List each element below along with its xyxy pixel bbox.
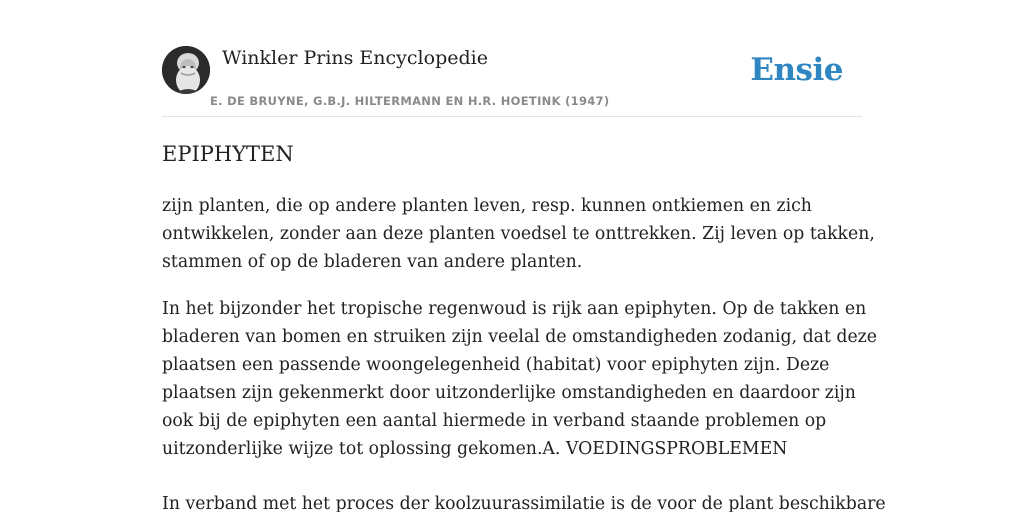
author-portrait-icon xyxy=(162,46,210,94)
paragraph-line: In verband met het proces der koolzuurassimilatie is de voor de plant beschikbare xyxy=(162,494,886,512)
paragraph-line: uitzonderlijke wijze tot oplossing gekomen.A. VOEDINGSPROBLEMEN xyxy=(162,439,788,459)
paragraph-line: stammen of op de bladeren van andere planten. xyxy=(162,252,583,272)
paragraph-line: zijn planten, die op andere planten leven, resp. kunnen ontkiemen en zich xyxy=(162,196,812,216)
header xyxy=(162,46,862,117)
paragraph-line: plaatsen zijn gekenmerkt door uitzonderlijke omstandigheden en daardoor zijn xyxy=(162,383,856,403)
paragraph-line: ontwikkelen, zonder aan deze planten voedsel te onttrekken. Zij leven op takken, xyxy=(162,224,875,244)
article-paragraph xyxy=(162,490,886,512)
article-paragraph xyxy=(162,192,875,276)
brand-logo[interactable]: Ensie xyxy=(750,52,843,88)
article-title: EPIPHYTEN xyxy=(162,142,294,166)
paragraph-line: plaatsen een passende woongelegenheid (habitat) voor epiphyten zijn. Deze xyxy=(162,355,830,375)
article-body xyxy=(162,192,886,512)
paragraph-line: In het bijzonder het tropische regenwoud is rijk aan epiphyten. Op de takken en xyxy=(162,299,867,319)
article-paragraph xyxy=(162,295,878,463)
source-title[interactable]: Winkler Prins Encyclopedie xyxy=(222,47,488,69)
author-byline: E. DE BRUYNE, G.B.J. HILTERMANN EN H.R. HOETINK (1947) xyxy=(210,94,610,108)
paragraph-line: bladeren van bomen en struiken zijn veelal de omstandigheden zodanig, dat deze xyxy=(162,327,878,347)
paragraph-line: ook bij de epiphyten een aantal hiermede in verband staande problemen op xyxy=(162,411,827,431)
avatar[interactable] xyxy=(162,46,210,94)
